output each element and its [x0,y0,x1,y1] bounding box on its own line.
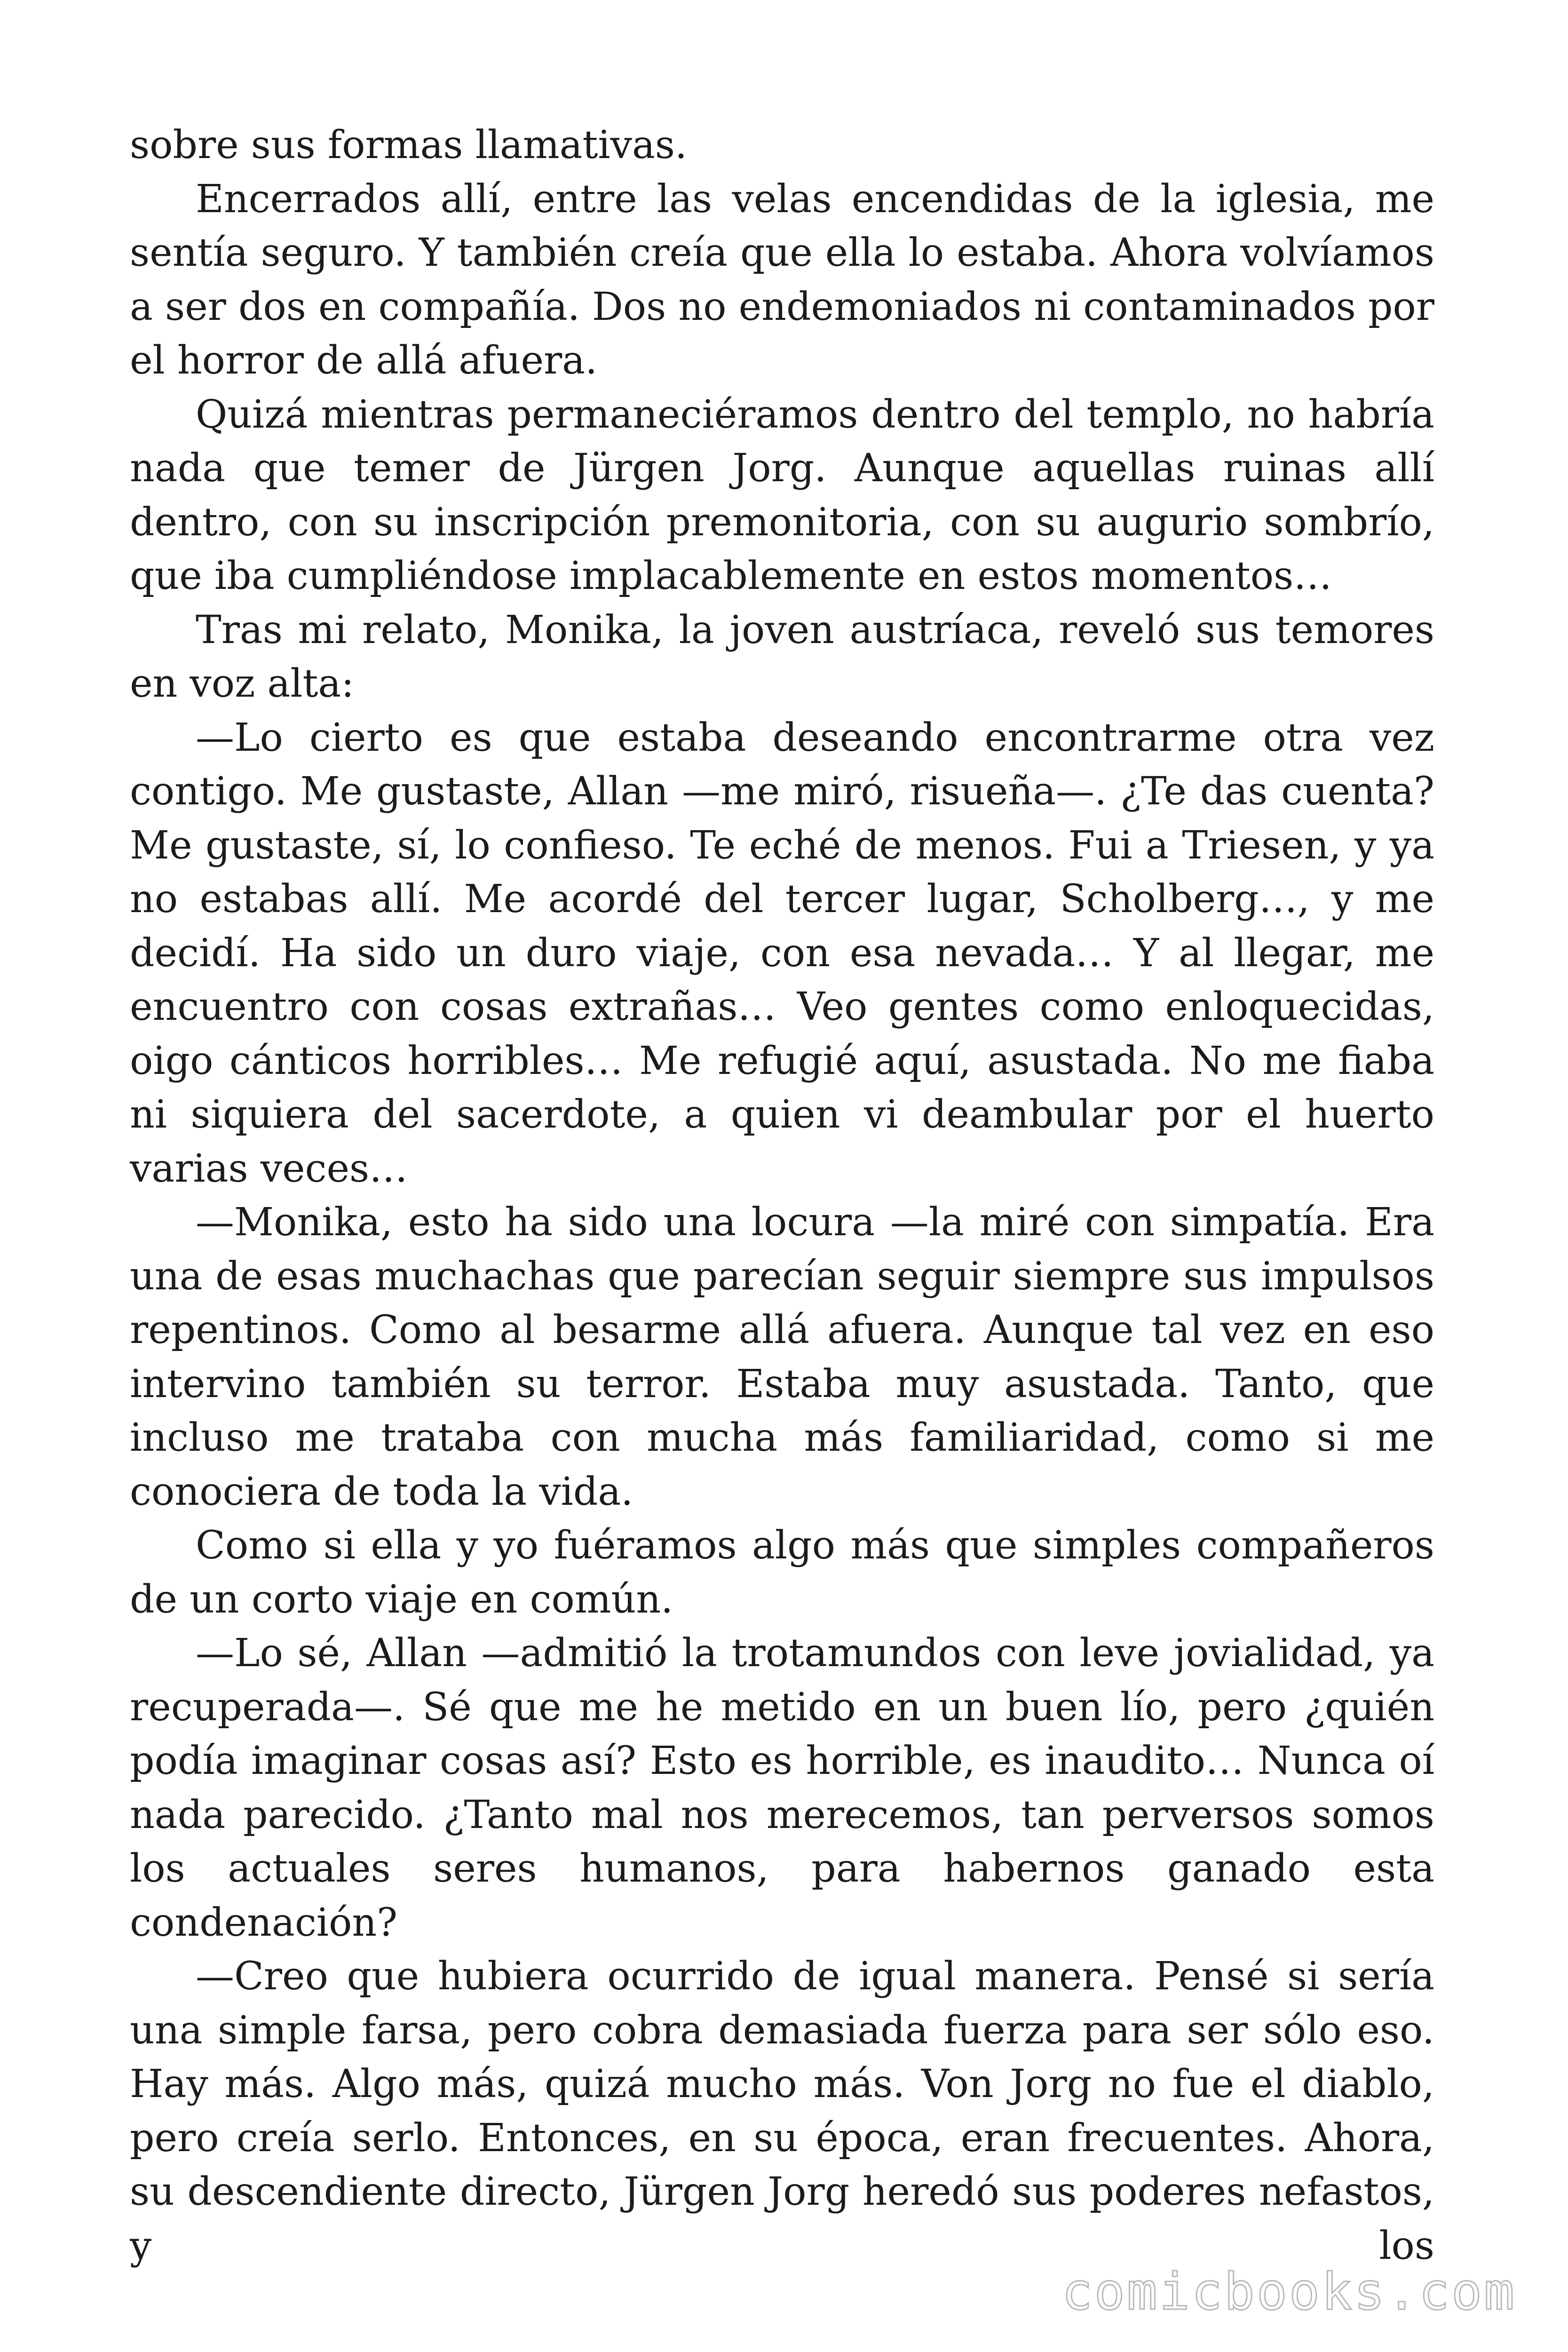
paragraph: Tras mi relato, Monika, la joven austríaca, reveló sus temores en voz alta: [130,607,1434,706]
paragraph: Como si ella y yo fuéramos algo más que simples compañeros de un corto viaje en común. [130,1523,1434,1622]
paragraph: Encerrados allí, entre las velas encendidas de la iglesia, me sentía seguro. Y también creía que ella lo estaba. Ahora volvíamos a ser dos en compañía. Dos no endemoniados ni contaminados por el horror de allá afuera. [130,176,1434,383]
paragraph: Quizá mientras permaneciéramos dentro del templo, no habría nada que temer de Jürgen Jorg. Aunque aquellas ruinas allí dentro, con su inscripción premonitoria, con su augurio sombrío, que iba cumpliéndose implacablemente en estos momentos… [130,392,1434,598]
watermark: comicbooks.com [1061,2263,1516,2321]
dialogue-paragraph: —Lo sé, Allan —admitió la trotamundos con leve jovialidad, ya recuperada—. Sé que me he metido en un buen lío, pero ¿quién podía imaginar cosas así? Esto es horrible, es inaudito… Nunca oí nada parecido. ¿Tanto mal nos merecemos, tan perversos somos los actuales seres humanos, para habernos ganado esta condenación? [130,1631,1434,1945]
page-body [130,119,1434,2273]
dialogue-paragraph: —Lo cierto es que estaba deseando encontrarme otra vez contigo. Me gustaste, Allan —me miró, risueña—. ¿Te das cuenta? Me gustaste, sí, lo confieso. Te eché de menos. Fui a Triesen, y ya no estabas allí. Me acordé del tercer lugar, Scholberg…, y me decidí. Ha sido un duro viaje, con esa nevada… Y al llegar, me encuentro con cosas extrañas… Veo gentes como enloquecidas, oigo cánticos horribles… Me refugié aquí, asustada. No me fiaba ni siquiera del sacerdote, a quien vi deambular por el huerto varias veces… [130,715,1434,1191]
dialogue-paragraph: —Creo que hubiera ocurrido de igual manera. Pensé si sería una simple farsa, pero cobra demasiada fuerza para ser sólo eso. Hay más. Algo más, quizá mucho más. Von Jorg no fue el diablo, pero creía serlo. Entonces, en su época, eran frecuentes. Ahora, su descendiente directo, Jürgen Jorg heredó sus poderes nefastos, y los [130,1954,1434,2268]
dialogue-paragraph: —Monika, esto ha sido una locura —la miré con simpatía. Era una de esas muchachas que parecían seguir siempre sus impulsos repentinos. Como al besarme allá afuera. Aunque tal vez en eso intervino también su terror. Estaba muy asustada. Tanto, que incluso me trataba con mucha más familiaridad, como si me conociera de toda la vida. [130,1200,1434,1514]
paragraph-continuation: sobre sus formas llamativas. [130,123,687,167]
